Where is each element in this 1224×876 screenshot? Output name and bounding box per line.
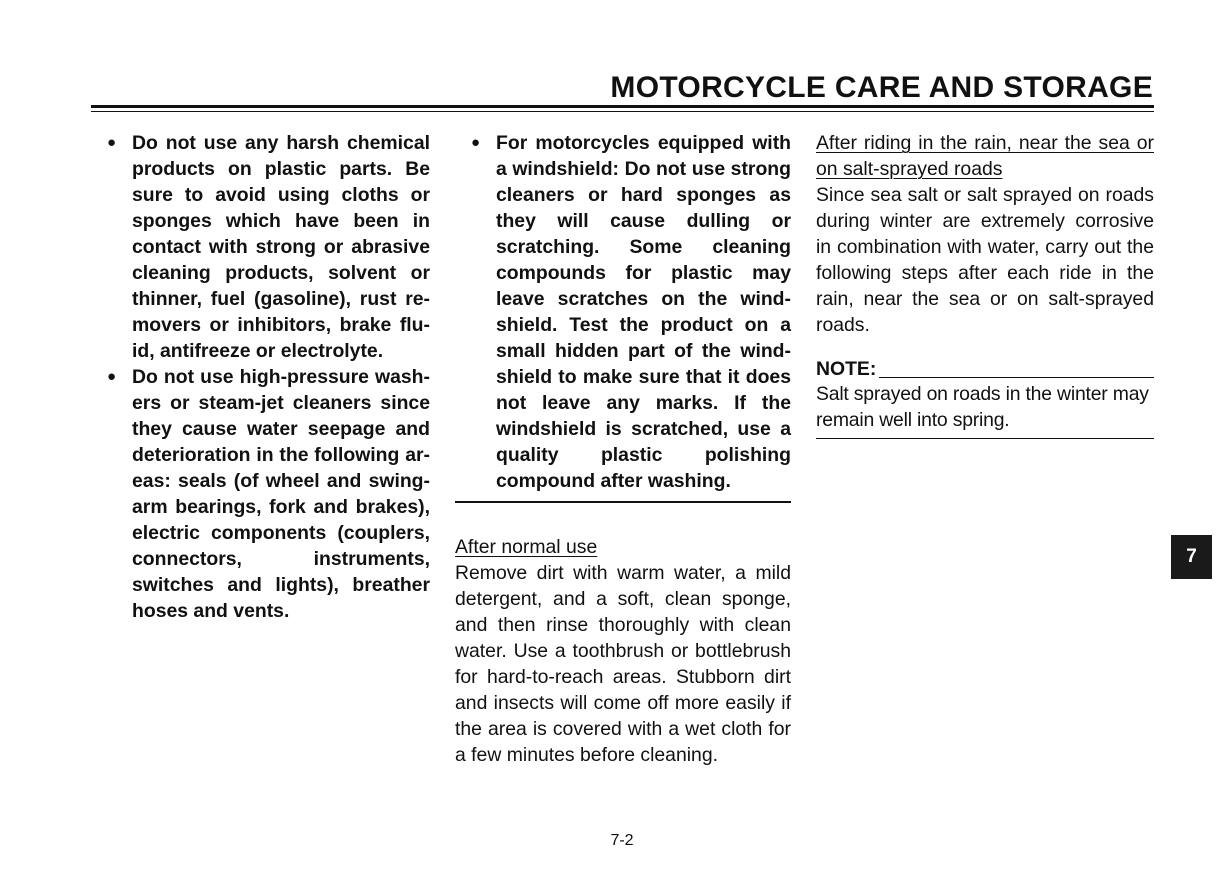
header-rule-thin	[91, 111, 1154, 112]
note-rule	[879, 377, 1154, 378]
section-heading: After riding in the rain, near the sea or on salt-sprayed roads	[816, 132, 1154, 180]
caution-end-rule	[455, 501, 791, 503]
section-heading: After normal use	[455, 536, 598, 558]
chapter-tab: 7	[1171, 535, 1212, 579]
page-title: MOTORCYCLE CARE AND STORAGE	[610, 71, 1153, 104]
section-paragraph: Remove dirt with warm water, a mild detergent, and a soft, clean sponge, and then rinse thoroughly with clean water. Use a toothbrush or bottlebrush for hard-to-reach areas. Stubborn dirt and insects will come off more easily if the area is covered with a wet cloth for a few minutes before cleaning.	[455, 562, 791, 766]
bullet-icon: ●	[107, 134, 117, 151]
caution-bullet-windshield	[469, 130, 791, 494]
bullet-icon: ●	[471, 134, 481, 151]
note-text: Salt sprayed on roads in the winter may remain well into spring.	[816, 383, 1149, 431]
salt-roads-section	[816, 130, 1154, 182]
after-normal-use-section	[455, 534, 791, 768]
left-column	[105, 130, 430, 624]
note-end-rule	[816, 438, 1154, 439]
section-paragraph: Since sea salt or salt sprayed on roads during winter are extremely corrosive in combination with water, carry out the following steps after each ride in the rain, near the sea or on salt-sprayed roads.	[816, 184, 1154, 336]
page-number: 7-2	[610, 832, 634, 849]
middle-column	[455, 130, 791, 768]
caution-bullet-chemicals	[105, 130, 430, 364]
header-rule-thick	[91, 105, 1154, 108]
bullet-text: For motorcycles equipped with a windshield: Do not use strong cleaners or hard sponges as they will cause dulling or scratching. Some cleaning compounds for plastic may leave scratches on the windshield. Test the product on a small hidden part of the windshield to make sure that it does not leave any marks. If the windshield is scratched, use a quality plastic polishing compound after washing.	[496, 132, 791, 492]
bullet-text: Do not use any harsh chemical products on plastic parts. Be sure to avoid using cloths or sponges which have been in contact with strong or abrasive cleaning products, solvent or thinner, fuel (gasoline), rust removers or inhibitors, brake fluid, antifreeze or electrolyte.	[132, 132, 430, 362]
bullet-icon: ●	[107, 368, 117, 385]
right-column	[816, 130, 1154, 439]
bullet-text: Do not use high-pressure washers or steam-jet cleaners since they cause water seepage and deterioration in the following areas: seals (of wheel and swingarm bearings, fork and brakes), electric components (couplers, connectors, instruments, switches and lights), breather hoses and vents.	[132, 366, 430, 622]
note-header	[816, 357, 1154, 381]
note-label: NOTE:	[816, 358, 877, 380]
caution-bullet-pressure-washers	[105, 364, 430, 624]
